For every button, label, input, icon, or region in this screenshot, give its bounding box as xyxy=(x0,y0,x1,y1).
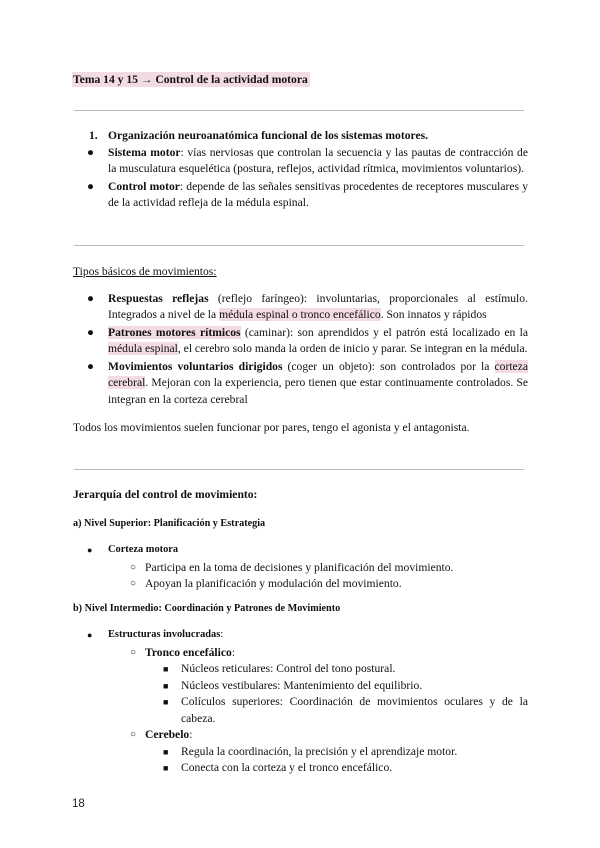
term: Sistema motor xyxy=(108,145,181,159)
item-text: Participa en la toma de decisiones y planificación del movimiento. xyxy=(145,560,454,574)
term: Respuestas reflejas xyxy=(108,291,209,305)
bullet-text: , el cerebro solo manda la orden de inicio y parar. Se integran en la médula. xyxy=(177,342,528,355)
section-number: 1. xyxy=(89,129,98,142)
bullet-respuestas-reflejas: ● Respuestas reflejas (reflejo faríngeo): involuntarias, proporcionales al estímulo. Integrados a nivel de la médula espinal o tronco encefálico. Son innatos y rápidos xyxy=(87,291,528,321)
tipos-closing: Todos los movimientos suelen funcionar por pares, tengo el agonista y el antagonista. xyxy=(73,421,470,434)
nivel-intermedio-heading: b) Nivel Intermedio: Coordinación y Patrones de Movimiento xyxy=(73,602,341,614)
item-text: Regula la coordinación, la precisión y el aprendizaje motor. xyxy=(181,744,458,758)
section-jerarquia xyxy=(73,487,528,777)
bullet-text: (reflejo faríngeo): involuntarias, proporcionales al estímulo. Integrados a nivel de la xyxy=(108,291,528,321)
item-label: Tronco encefálico xyxy=(145,645,232,659)
highlight: médula espinal xyxy=(108,342,178,355)
item-text: Conecta con la corteza y el tronco encefálico. xyxy=(181,761,393,774)
list-item: ■ Núcleos reticulares: Control del tono postural. xyxy=(163,662,396,675)
item-text: Apoyan la planificación y modulación del movimiento. xyxy=(145,577,402,590)
list-item: ■ Colículos superiores: Coordinación de movimientos oculares y de la cabeza. xyxy=(163,695,528,725)
tronco-item: ○ Tronco encefálico: xyxy=(130,645,236,659)
list-item: ■ Conecta con la corteza y el tronco encefálico. xyxy=(163,761,393,774)
divider xyxy=(74,245,524,246)
highlight: médula espinal o tronco encefálico xyxy=(219,308,381,321)
bullet-text: . Mejoran con la experiencia, pero tienen que estar continuamente controlados. Se integran en la corteza cerebral xyxy=(108,376,528,406)
section-heading: Organización neuroanatómica funcional de los sistemas motores. xyxy=(108,129,428,142)
list-item: ○ Apoyan la planificación y modulación del movimiento. xyxy=(130,577,402,590)
divider xyxy=(74,110,524,111)
bullet-control-motor: ● Control motor: depende de las señales sensitivas procedentes de receptores musculares y de la actividad refleja de la médula espinal. xyxy=(87,179,528,209)
item-text: Núcleos vestibulares: Mantenimiento del equilibrio. xyxy=(181,678,423,692)
term: Movimientos voluntarios dirigidos xyxy=(108,359,283,373)
list-item: ■ Regula la coordinación, la precisión y el aprendizaje motor. xyxy=(163,744,458,758)
term: Corteza motora xyxy=(108,544,179,555)
list-item: ○ Participa en la toma de decisiones y planificación del movimiento. xyxy=(130,560,454,574)
highlight: corteza cerebral xyxy=(108,359,528,389)
item-text: Colículos superiores: Coordinación de movimientos oculares y de la cabeza. xyxy=(181,695,528,725)
bullet-text: (caminar): son aprendidos y el patrón está localizado en la xyxy=(240,325,528,339)
nivel-superior-heading: a) Nivel Superior: Planificación y Estrategia xyxy=(73,517,266,529)
section-tipos xyxy=(73,264,528,437)
term: Estructuras involucradas xyxy=(108,629,221,640)
bullet-text: . Son innatos y rápidos xyxy=(380,308,487,321)
term: Control motor xyxy=(108,179,180,193)
divider xyxy=(74,469,524,470)
bullet-text: : vías nerviosas que controlan la secuencia y las pautas de contracción de la musculatura esquelética (postura, reflejos, actividad rítmica, movimientos voluntarios). xyxy=(108,145,528,175)
term: Patrones motores rítmicos xyxy=(108,325,241,339)
section-organizacion xyxy=(73,128,528,213)
tipos-heading: Tipos básicos de movimientos: xyxy=(73,265,217,278)
item-label: Cerebelo xyxy=(145,728,190,741)
bullet-estructuras: ● Estructuras involucradas: xyxy=(87,629,224,640)
cerebelo-item: ○ Cerebelo: xyxy=(130,728,193,741)
page-title: Tema 14 y 15 → Control de la actividad motora xyxy=(73,73,308,86)
item-text: Núcleos reticulares: Control del tono postural. xyxy=(181,662,396,675)
bullet-text: (coger un objeto): son controlados por la xyxy=(282,359,495,373)
bullet-text: : depende de las señales sensitivas procedentes de receptores musculares y de la actividad refleja de la médula espinal. xyxy=(108,179,528,209)
bullet-patrones-ritmicos: ● Patrones motores rítmicos (caminar): son aprendidos y el patrón está localizado en la médula espinal, el cerebro solo manda la orden de inicio y parar. Se integran en la médula. xyxy=(87,325,528,355)
bullet-sistema-motor: ● Sistema motor: vías nerviosas que controlan la secuencia y las pautas de contracción de la musculatura esquelética (postura, reflejos, actividad rítmica, movimientos voluntarios). xyxy=(87,145,528,175)
jerarquia-heading: Jerarquía del control de movimiento: xyxy=(73,488,258,501)
page-number: 18 xyxy=(72,798,85,810)
list-item: ■ Núcleos vestibulares: Mantenimiento del equilibrio. xyxy=(163,678,423,692)
bullet-movimientos-voluntarios: ● Movimientos voluntarios dirigidos (coger un objeto): son controlados por la corteza cerebral. Mejoran con la experiencia, pero tienen que estar continuamente controlados. Se integran en la corteza cerebral xyxy=(87,359,528,406)
bullet-corteza-motora: ● Corteza motora xyxy=(87,544,179,555)
